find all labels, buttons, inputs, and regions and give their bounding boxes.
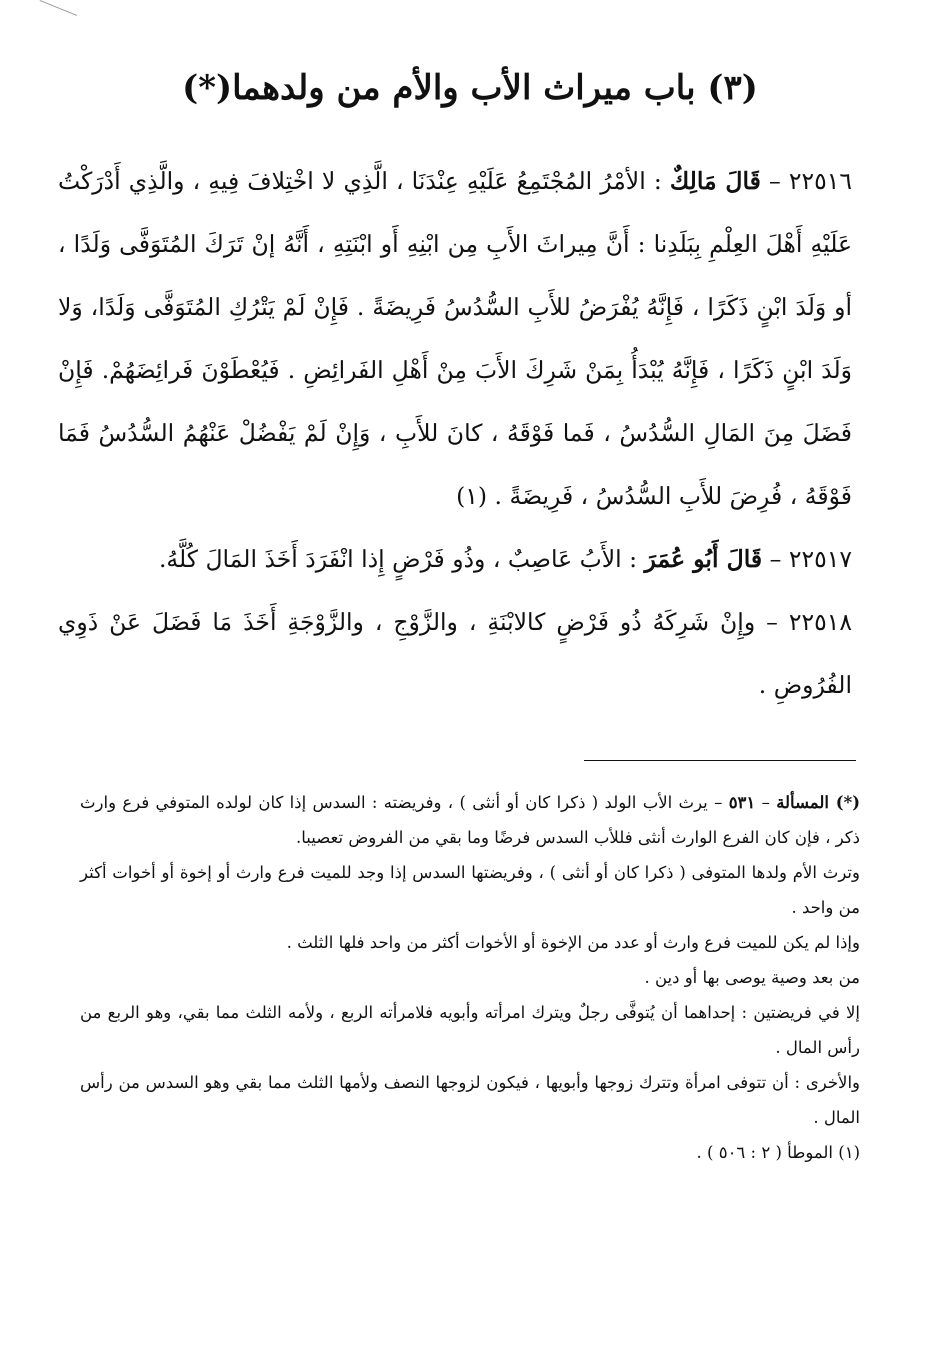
dash: – xyxy=(755,793,770,812)
paragraph-text: : الأَبُ عَاصِبٌ ، وذُو فَرْضٍ إِذا انْفَرَدَ أَخَذَ المَالَ كُلَّهُ. xyxy=(158,545,638,573)
paragraph-22518 xyxy=(58,591,852,717)
note-number: ٥٣١ xyxy=(728,793,756,812)
note-label: (*) المسألة xyxy=(776,793,861,812)
footnotes xyxy=(80,785,860,1170)
note-item: وترث الأم ولدها المتوفى ( ذكرا كان أو أنثى ) ، وفريضتها السدس إذا وجد للميت فرع وارث أو إخوة أو أخوات أكثر من واحد . xyxy=(80,863,860,917)
footnote-divider xyxy=(584,760,856,761)
page-corner-mark xyxy=(34,0,77,29)
dash: – xyxy=(760,167,781,195)
footnote-mark: (١) xyxy=(456,482,488,510)
note-item: من بعد وصية يوصى بها أو دين . xyxy=(644,968,860,987)
paragraph-number: ٢٢٥١٦ xyxy=(788,167,852,195)
paragraph-22517 xyxy=(58,528,852,591)
paragraph-text: : الأمْرُ المُجْتَمِعُ عَلَيْهِ عِنْدَنَا ، الَّذِي لا اخْتِلافَ فِيهِ ، والَّذِي أَدْرَكْتُ عَلَيْهِ أَهْلَ العِلْمِ بِبَلَدِنا : أَنَّ مِيراثَ الأَبِ مِن ابْنِهِ أَو ابْنَتِهِ ، أَنَّهُ إنْ تَرَكَ المُتَوَفَّى وَلَدًا ، أو وَلَدَ ابْنٍ ذَكَرًا ، فَإِنَّهُ يُفْرَضُ للأَبِ السُّدُسُ فَرِيضَةً . فَإِنْ لَمْ يَتْرُكِ المُتَوَفَّى وَلَدًا، وَلا وَلَدَ ابْنٍ ذَكَرًا ، فَإِنَّهُ يُبْدَأُ بِمَنْ شَرِكَ الأَبَ مِنْ أَهْلِ الفَرائِضِ . فَيُعْطَوْنَ فَرائِضَهُمْ. فَإِنْ فَضَلَ مِنَ المَالِ السُّدُسُ ، فَما فَوْقَهُ ، كانَ للأَبِ ، وَإِنْ لَمْ يَفْضُلْ عَنْهُمُ السُّدُسُ فَمَا فَوْقَهُ ، فُرِضَ للأَبِ السُّدُسُ ، فَرِيضَةً . xyxy=(58,167,852,510)
speaker: قَالَ مَالِكٌ xyxy=(669,167,761,195)
note-text: يرث الأب الولد ( ذكرا كان أو أنثى ) ، وفريضته : السدس إذا كان لولده المتوفي فرع وارث ذكر ، فإن كان الفرع الوارث أنثى فللأب السدس فرضًا وما بقي من الفروض تعصيبا. xyxy=(80,793,860,847)
paragraph-number: ٢٢٥١٧ xyxy=(788,545,852,573)
paragraph-text: وإِنْ شَرِكَهُ ذُو فَرْضٍ كالابْنَةِ ، والزَّوْجِ ، والزَّوْجَةِ أَخَذَ مَا فَضَلَ عَنْ ذَوِي الفُرُوضِ . xyxy=(58,608,852,699)
main-text xyxy=(58,150,852,717)
note-lead xyxy=(80,785,860,855)
note-item: وإذا لم يكن للميت فرع وارث أو عدد من الإخوة أو الأخوات أكثر من واحد فلها الثلث . xyxy=(286,933,860,952)
note-reference: (١) الموطأ ( ٢ : ٥٠٦ ) . xyxy=(696,1143,860,1162)
dash: – xyxy=(707,793,723,812)
speaker: قَالَ أَبُو عُمَرَ xyxy=(644,545,763,573)
dash: – xyxy=(762,545,782,573)
paragraph-22516 xyxy=(58,150,852,528)
chapter-title: (٣) باب ميراث الأب والأم من ولدهما(*) xyxy=(182,68,758,108)
paragraph-number: ٢٢٥١٨ xyxy=(788,608,852,636)
note-item: والأخرى : أن تتوفى امرأة وتترك زوجها وأبويها ، فيكون لزوجها النصف ولأمها الثلث مما بقي وهو السدس من رأس المال . xyxy=(80,1073,860,1127)
dash: – xyxy=(755,608,778,636)
note-item: إلا في فريضتين : إحداهما أن يُتوفَّى رجلٌ ويترك امرأته وأبويه فلامرأته الربع ، ولأمه الثلث مما بقي، وهو الربع من رأس المال . xyxy=(80,1003,860,1057)
